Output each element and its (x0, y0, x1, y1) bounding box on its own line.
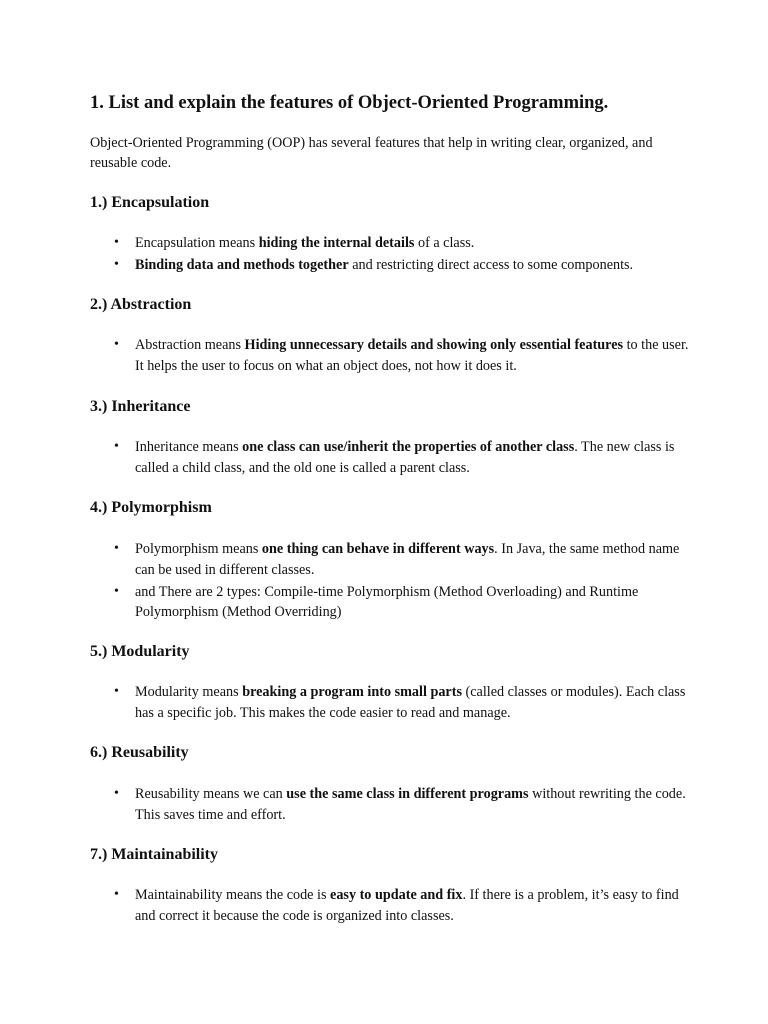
bullet-list (90, 437, 690, 478)
bullet-list (90, 233, 690, 276)
bullet-icon: • (114, 235, 119, 250)
list-item: • and There are 2 types: Compile-time Polymorphism (Method Overloading) and Runtime Polymorphism (Method Overriding) (114, 583, 639, 620)
section-heading: 1.) Encapsulation (90, 194, 210, 211)
list-item: • Binding data and methods together and restricting direct access to some components. (90, 255, 690, 276)
list-item: • Reusability means we can use the same class in different programs without rewriting the code. This saves time and effort. (114, 786, 686, 823)
bullet-list (90, 335, 690, 376)
section-inheritance (90, 397, 690, 480)
section-heading: 2.) Abstraction (90, 296, 192, 313)
section-reusability (90, 743, 690, 827)
bullet-icon: • (114, 337, 119, 352)
bullet-icon: • (114, 439, 119, 454)
section-heading: 4.) Polymorphism (90, 499, 212, 516)
bullet-icon: • (114, 887, 119, 902)
section-polymorphism (90, 498, 690, 624)
section-heading: 5.) Modularity (90, 643, 190, 660)
section-encapsulation (90, 193, 690, 277)
section-maintainability (90, 845, 690, 928)
list-item: • Modularity means breaking a program into small parts (called classes or modules). Each class has a specific job. This makes the code easier to read and manage. (114, 684, 686, 721)
section-heading: 6.) Reusability (90, 744, 189, 761)
list-item: • Maintainability means the code is easy to update and fix. If there is a problem, it’s easy to find and correct it because the code is organized into classes. (114, 887, 679, 924)
bullet-list (90, 784, 690, 825)
list-item: • Polymorphism means one thing can behave in different ways. In Java, the same method name can be used in different classes. (114, 541, 680, 578)
list-item: • Inheritance means one class can use/inherit the properties of another class. The new class is called a child class, and the old one is called a parent class. (114, 439, 675, 476)
bullet-list (90, 885, 690, 926)
list-item: • Abstraction means Hiding unnecessary details and showing only essential features to the user. It helps the user to focus on what an object does, not how it does it. (114, 337, 689, 374)
bullet-list (90, 682, 690, 723)
bullet-list (90, 539, 690, 623)
bullet-icon: • (114, 583, 119, 599)
section-modularity (90, 642, 690, 725)
bullet-icon: • (114, 257, 119, 272)
section-abstraction (90, 295, 690, 378)
section-heading: 3.) Inheritance (90, 398, 191, 415)
bullet-icon: • (114, 541, 119, 556)
bullet-icon: • (114, 684, 119, 699)
bullet-icon: • (114, 786, 119, 801)
section-heading: 7.) Maintainability (90, 846, 219, 863)
list-item: • Encapsulation means hiding the internal details of a class. (90, 233, 690, 254)
intro-paragraph: Object-Oriented Programming (OOP) has several features that help in writing clear, organized, and reusable code. (90, 135, 653, 171)
page-title: 1. List and explain the features of Object-Oriented Programming. (90, 93, 609, 113)
